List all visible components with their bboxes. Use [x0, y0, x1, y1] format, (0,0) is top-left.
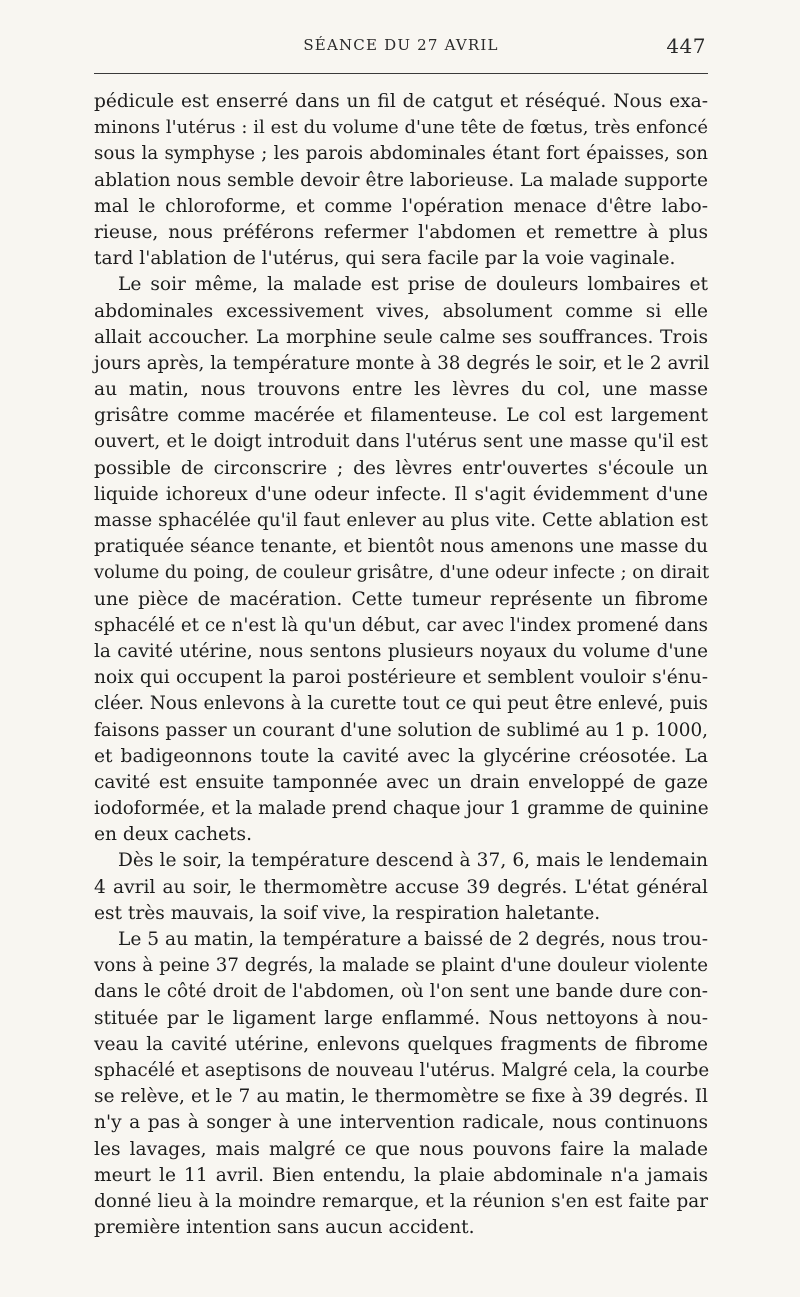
text-line: allait accoucher. La morphine seule calme ses souffrances. Trois — [94, 326, 708, 348]
text-line: veau la cavité utérine, enlevons quelques fragments de fibrome — [94, 1033, 708, 1055]
text-line: vons à peine 37 degrés, la malade se plaint d'une douleur violente — [94, 955, 708, 977]
page-number: 447 — [666, 34, 706, 58]
text-line: dans le côté droit de l'abdomen, où l'on sent une bande dure con- — [94, 981, 708, 1003]
text-line: ablation nous semble devoir être laborieuse. La malade supporte — [94, 169, 708, 191]
text-line: stituée par le ligament large enflammé. Nous nettoyons à nou- — [94, 1007, 708, 1029]
text-line: grisâtre comme macérée et filamenteuse. Le col est largement — [94, 405, 708, 427]
text-line: possible de circonscrire ; des lèvres entr'ouvertes s'écoule un — [94, 457, 708, 479]
text-line: au matin, nous trouvons entre les lèvres du col, une masse — [94, 379, 708, 401]
text-line: liquide ichoreux d'une odeur infecte. Il s'agit évidemment d'une — [94, 483, 708, 505]
text-line: donné lieu à la moindre remarque, et la réunion s'en est faite par — [94, 1190, 708, 1212]
text-line: sphacélé et ce n'est là qu'un début, car avec l'index promené dans — [94, 614, 708, 636]
text-line: rieuse, nous préférons refermer l'abdomen et remettre à plus — [94, 221, 708, 243]
text-line: Dès le soir, la température descend à 37, 6, mais le lendemain — [118, 850, 708, 872]
text-line: jours après, la température monte à 38 degrés le soir, et le 2 avril — [94, 352, 710, 374]
text-line: minons l'utérus : il est du volume d'une tête de fœtus, très enfoncé — [94, 117, 708, 139]
text-line: sous la symphyse ; les parois abdominales étant fort épaisses, son — [94, 143, 708, 165]
text-line: Le 5 au matin, la température a baissé de 2 degrés, nous trou- — [118, 929, 709, 950]
text-line: les lavages, mais malgré ce que nous pouvons faire la malade — [94, 1138, 708, 1160]
text-line: première intention sans aucun accident. — [94, 1217, 475, 1239]
text-line: noix qui occupent la paroi postérieure et semblent vouloir s'énu- — [94, 667, 708, 689]
text-line: en deux cachets. — [94, 824, 252, 846]
text-line: est très mauvais, la soif vive, la respiration haletante. — [94, 902, 601, 924]
text-line: Le soir même, la malade est prise de douleurs lombaires et — [118, 274, 708, 296]
body-text — [94, 89, 708, 1241]
text-line: tard l'ablation de l'utérus, qui sera facile par la voie vaginale. — [94, 248, 676, 270]
text-line: faisons passer un courant d'une solution de sublimé au 1 p. 1000, — [94, 719, 708, 741]
text-line: la cavité utérine, nous sentons plusieurs noyaux du volume d'une — [94, 640, 708, 662]
text-line: se relève, et le 7 au matin, le thermomètre se fixe à 39 degrés. Il — [94, 1086, 708, 1108]
text-line: ouvert, et le doigt introduit dans l'utérus sent une masse qu'il est — [94, 431, 708, 453]
text-line: cavité est ensuite tamponnée avec un drain enveloppé de gaze — [94, 771, 708, 793]
text-line: mal le chloroforme, et comme l'opération menace d'être labo- — [94, 195, 708, 217]
paragraph — [94, 89, 708, 272]
running-head — [94, 36, 708, 58]
text-line: cléer. Nous enlevons à la curette tout ce qui peut être enlevé, puis — [94, 693, 708, 715]
text-line: n'y a pas à songer à une intervention radicale, nous continuons — [94, 1112, 708, 1134]
running-title: SÉANCE DU 27 AVRIL — [303, 36, 499, 54]
text-line: et badigeonnons toute la cavité avec la glycérine créosotée. La — [94, 745, 708, 767]
text-line: meurt le 11 avril. Bien entendu, la plaie abdominale n'a jamais — [94, 1164, 708, 1186]
text-line: abdominales excessivement vives, absolument comme si elle — [94, 300, 708, 322]
paragraph — [94, 848, 708, 927]
text-line: 4 avril au soir, le thermomètre accuse 39 degrés. L'état général — [94, 876, 708, 898]
text-line: une pièce de macération. Cette tumeur représente un fibrome — [94, 588, 708, 610]
text-line: volume du poing, de couleur grisâtre, d'une odeur infecte ; on dirait — [94, 562, 710, 584]
paragraph — [94, 927, 708, 1241]
text-line: masse sphacélée qu'il faut enlever au plus vite. Cette ablation est — [94, 510, 708, 531]
header-rule — [94, 73, 708, 74]
text-line: pratiquée séance tenante, et bientôt nous amenons une masse du — [94, 536, 708, 558]
text-line: pédicule est enserré dans un fil de catgut et réséqué. Nous exa- — [94, 91, 708, 112]
text-line: sphacélé et aseptisons de nouveau l'utérus. Malgré cela, la courbe — [94, 1059, 710, 1081]
paragraph — [94, 272, 708, 848]
text-line: iodoformée, et la malade prend chaque jour 1 gramme de quinine — [94, 798, 709, 820]
